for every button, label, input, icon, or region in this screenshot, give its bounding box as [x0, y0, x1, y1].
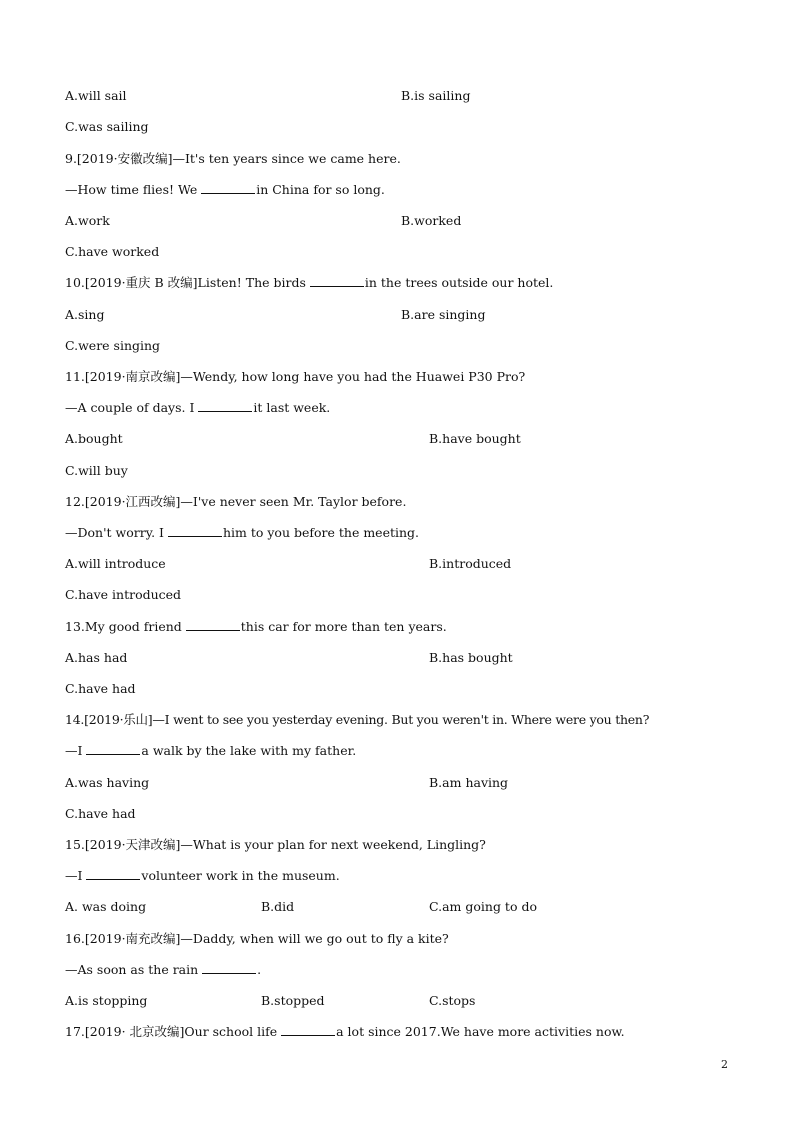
- q9-option-b: B.worked: [401, 213, 462, 228]
- q10-option-a: A.sing: [65, 307, 105, 322]
- q16-option-a: A.is stopping: [65, 993, 148, 1008]
- q10-stem: [65, 275, 553, 291]
- q9-response-before: —How time flies! We: [65, 182, 202, 197]
- q11-blank: [198, 400, 252, 412]
- q10-stem-before: 10.[2019·重庆 B 改编]Listen! The birds: [65, 275, 310, 290]
- q10-option-b: B.are singing: [401, 307, 486, 322]
- q15-option-b: B.did: [261, 899, 295, 914]
- q9-response: [65, 182, 385, 198]
- q15-blank: [86, 868, 140, 880]
- q11-stem: 11.[2019·南京改编]—Wendy, how long have you had the Huawei P30 Pro?: [65, 369, 526, 384]
- q10-option-c: C.were singing: [65, 338, 161, 353]
- q15-option-c: C.am going to do: [429, 899, 537, 914]
- q9-stem: 9.[2019·安徽改编]—It's ten years since we came here.: [65, 151, 401, 166]
- q14-stem: 14.[2019·乐山]—I went to see you yesterday evening. But you weren't in. Where were you then?: [65, 712, 650, 727]
- q13-stem-after: this car for more than ten years.: [240, 619, 447, 634]
- page-number: 2: [721, 1058, 728, 1071]
- q9-option-c: C.have worked: [65, 244, 160, 259]
- q15-option-a: A. was doing: [65, 899, 147, 914]
- q14-option-a: A.was having: [65, 775, 150, 790]
- q11-option-b: B.have bought: [429, 431, 521, 446]
- q16-blank: [202, 962, 256, 974]
- q8-option-c: C.was sailing: [65, 119, 149, 134]
- q17-stem: [65, 1024, 625, 1040]
- q13-stem: [65, 619, 447, 635]
- q15-response-after: volunteer work in the museum.: [141, 868, 340, 883]
- q11-response: [65, 400, 330, 416]
- q11-response-after: it last week.: [253, 400, 331, 415]
- q12-response: [65, 525, 419, 541]
- q16-option-c: C.stops: [429, 993, 476, 1008]
- q8-option-a: A.will sail: [65, 88, 127, 103]
- q14-option-c: C.have had: [65, 806, 136, 821]
- q12-response-before: —Don't worry. I: [65, 525, 168, 540]
- q9-option-a: A.work: [65, 213, 110, 228]
- q13-option-c: C.have had: [65, 681, 136, 696]
- q15-response-before: —I: [65, 868, 87, 883]
- q14-response-before: —I: [65, 743, 87, 758]
- q13-stem-before: 13.My good friend: [65, 619, 186, 634]
- q16-response-before: —As soon as the rain: [65, 962, 203, 977]
- q14-response: [65, 743, 356, 759]
- q16-response: [65, 962, 261, 978]
- q12-option-b: B.introduced: [429, 556, 512, 571]
- q11-option-c: C.will buy: [65, 463, 128, 478]
- q12-stem: 12.[2019·江西改编]—I've never seen Mr. Taylor before.: [65, 494, 407, 509]
- q10-stem-after: in the trees outside our hotel.: [364, 275, 554, 290]
- q13-option-a: A.has had: [65, 650, 128, 665]
- q12-option-a: A.will introduce: [65, 556, 166, 571]
- q17-stem-before: 17.[2019· 北京改编]Our school life: [65, 1024, 282, 1039]
- q12-response-after: him to you before the meeting.: [222, 525, 420, 540]
- q12-option-c: C.have introduced: [65, 587, 182, 602]
- q12-blank: [168, 525, 222, 537]
- q14-response-after: a walk by the lake with my father.: [141, 743, 357, 758]
- q13-option-b: B.has bought: [429, 650, 513, 665]
- q13-blank: [186, 619, 240, 631]
- q9-blank: [201, 182, 255, 194]
- q14-option-b: B.am having: [429, 775, 509, 790]
- q17-stem-after: a lot since 2017.We have more activities now.: [336, 1024, 625, 1039]
- q8-option-b: B.is sailing: [401, 88, 471, 103]
- q16-stem: 16.[2019·南充改编]—Daddy, when will we go out to fly a kite?: [65, 931, 449, 946]
- q15-response: [65, 868, 340, 884]
- q16-option-b: B.stopped: [261, 993, 325, 1008]
- q10-blank: [310, 275, 364, 287]
- q11-response-before: —A couple of days. I: [65, 400, 199, 415]
- q9-response-after: in China for so long.: [256, 182, 385, 197]
- q15-stem: 15.[2019·天津改编]—What is your plan for next weekend, Lingling?: [65, 837, 486, 852]
- q14-blank: [86, 743, 140, 755]
- q17-blank: [281, 1024, 335, 1036]
- q11-option-a: A.bought: [65, 431, 123, 446]
- q16-response-after: .: [257, 962, 262, 977]
